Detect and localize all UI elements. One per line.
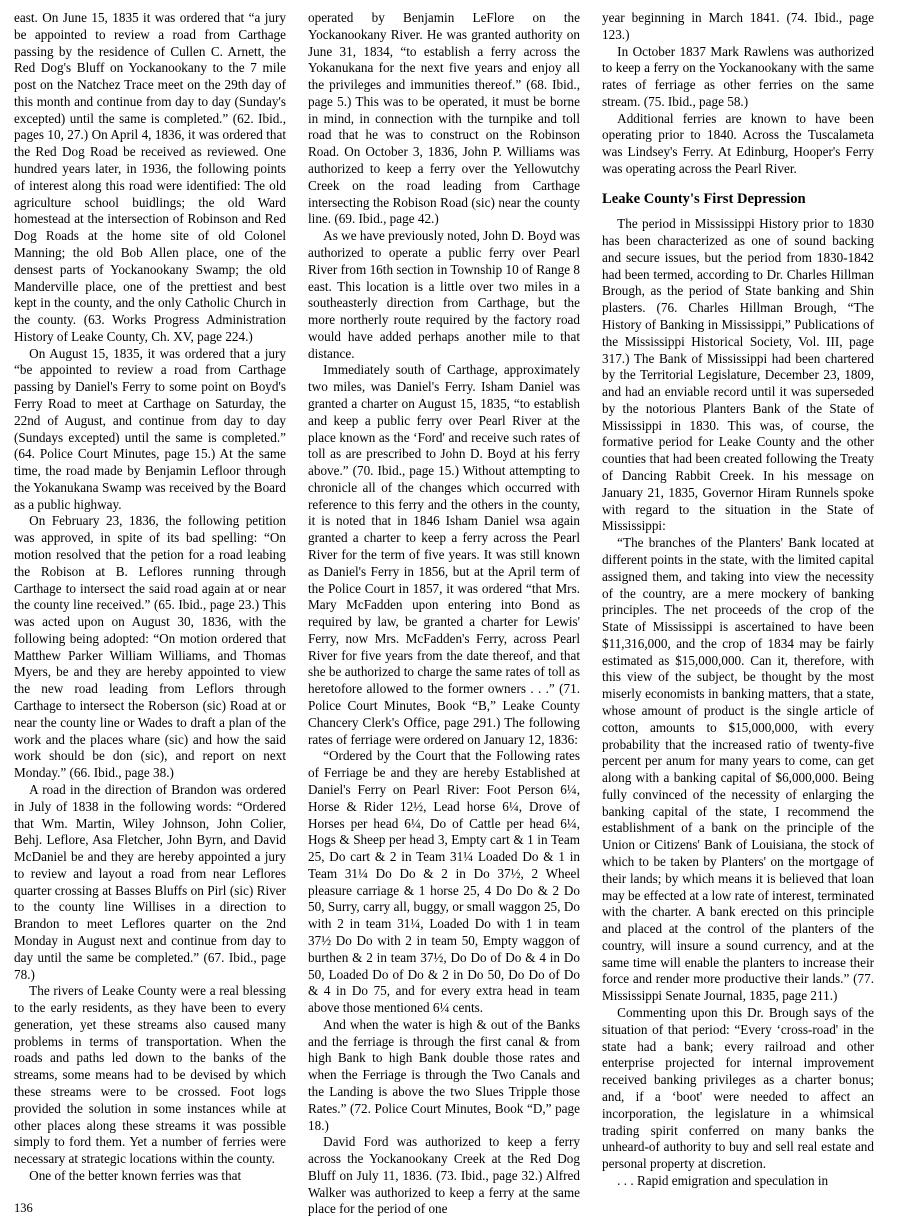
paragraph: “The branches of the Planters' Bank located at different points in the state, with the limited capital assigned them, and taking into view the necessity of the country, are a mere mockery of banking principles. The net proceeds of the crop of the State of Mississippi is ascertained to have been $11,316,000, and the crop of 1834 may be fairly estimated as $15,000,000. Can it, therefore, with this view of the subject, be thought by the most miserly economists in banking matters, that a state, whose amount of product is the single article of cotton, amounts to $15,000,000, with every probability that the increased ratio of twenty-five percent per anum for many years to come, can get along with a banking capital of $6,000,000. Being fully convinced of the necessity of enlarging the banking capital of the state, I recommend the establishment of a bank on the principle of the Union or Citizens' Bank of Louisiana, the stock of which to be taken by Planters' on the mortgage of their lands; by which means it is believed that loan may be effected at a low rate of interest, terminated with the charter. A bank erected on this principle and placed at the control of the planters of the country, will insure a sound currency, and at the same time will enable the planters to increase their force and render more productive their lands.” (77. Mississippi Senate Journal, 1835, page 211.) (602, 535, 874, 1004)
paragraph: . . . Rapid emigration and speculation in (617, 1172, 829, 1188)
left-column (14, 10, 286, 1185)
paragraph: The rivers of Leake County were a real blessing to the early residents, as they have been to every generation, yet these streams also caused many problems in terms of transportation. When the roads and paths led down to the banks of the streams, some means had to be devised by which these streams were to be crossed. Foot logs provided the solution in some instances while at other places along these streams it was possible simply to ford them. Yet a number of ferries were necessary at strategic locations within the county. (14, 983, 286, 1167)
paragraph: Additional ferries are known to have been operating prior to 1840. Across the Tuscalameta was Lindsey's Ferry. At Edinburg, Hooper's Ferry was operating across the Pearl River. (602, 110, 874, 177)
paragraph: “Ordered by the Court that the Following rates of Ferriage be and they are hereby Established at Daniel's Ferry on Pearl River: Foot Person 6¼, Horse & Rider 12½, Lead horse 6¼, Drove of Horses per head 6¼, Do of Cattle per head 6¼, Hogs & Sheep per head 3, Empty cart & 1 in Team 25, Do cart & 2 in Team 31¼ Loaded Do & 1 in Team 31¼ Do Do & 2 in Do 37½, 2 Wheel pleasure carriage & 1 horse 25, 4 Do Do & 2 Do 50, Surry, carry all, buggy, or small waggon 25, Do with 2 in team 31¼, Loaded Do with 1 in team 37½ Do Do with 2 in team 50, Empty waggon of burthen & 2 in team 37½, Do Do of Do & 4 in Do 50, Loaded Do of Do & 2 in Do 50, Do Do of Do & 4 in Do 75, and for every extra head in team above those mentioned 6¼ cents. (308, 748, 580, 1016)
paragraph: As we have previously noted, John D. Boyd was authorized to operate a public ferry over Pearl River from 16th section in Township 10 of Range 8 east. This location is a little over two miles in a southeasterly direction from Carthage, but the more northerly route required by the factory road would have added perhaps another mile to that distance. (308, 228, 580, 361)
paragraph: In October 1837 Mark Rawlens was authorized to keep a ferry on the Yockanookany with the same rates of ferriage as other ferries on the same stream. (75. Ibid., page 58.) (602, 43, 874, 109)
paragraph: year beginning in March 1841. (74. Ibid., page 123.) (602, 10, 874, 42)
paragraph: A road in the direction of Brandon was ordered in July of 1838 in the following words: “Ordered that Wm. Martin, Wiley Johnson, John Colier, Behj. Leflore, Asa Fletcher, John Byrn, and David McDaniel be and they are hereby appointed a jury to review and layout a road from near Leflores quarter crossing at Basses Bluffs on Pirl (sic) River to the county line Willises in a direction to Brandon to meet Leflores quarter on the 2nd Monday in August next and continue from day to day until the same be completed.” (67. Ibid., page 78.) (14, 781, 286, 982)
paragraph: The period in Mississippi History prior to 1830 has been characterized as one of sound backing and secure issues, but the period from 1830-1842 had been termed, according to Dr. Charles Hillman Brough, as the period of State banking and Shin plasters. (76. Charles Hillman Brough, “The History of Banking in Mississippi,” Publications of the Mississippi Historical Society, Vol. III, page 317.) The Bank of Mississippi had been chartered by the Territorial Legislature, December 23, 1809, and had an enviable record until it was superseded by the notorious Planters Bank of the State of Mississippi in 1830. This was, of course, the formative period for Leake County and the other counties that had been created following the Treaty of Dancing Rabbit Creek. In his message on January 21, 1835, Governor Hiram Runnels spoke with regard to the situation in the State of Mississippi: (602, 216, 874, 534)
paragraph: And when the water is high & out of the Banks and the ferriage is through the first canal & from high Bank to high Bank double those rates and when the Ferriage is through the Two Canals and the Landing is above the two Slues Tripple those Rates.” (72. Police Court Minutes, Book “D,” page 18.) (308, 1016, 580, 1133)
page-number: 136 (14, 1201, 33, 1215)
paragraph: On August 15, 1835, it was ordered that a jury “be appointed to review a road from Carthage passing by Daniel's Ferry to some point on Boyd's Ferry Road to meet at Carthage on Saturday, the 22nd of August, and continue from day to day (Sundays excepted) until the same is completed.” (64. Police Court Minutes, page 15.) At the same time, the road made by Benjamin Lefloor through the Yokanukana Swamp was received by the Board as a public highway. (14, 345, 286, 512)
paragraph: operated by Benjamin LeFlore on the Yockanookany River. He was granted authority on June 31, 1834, “to establish a ferry across the Yokanukana for the next five years and enjoy all the privileges and immunities thereof.” (68. Ibid., page 5.) This was to be operated, it must be borne in mind, in connection with the turnpike and toll road that he was to construct on the Robinson Road. On October 3, 1836, John P. Williams was authorized to keep a ferry over the Yellowutchy Creek on the road leading from Carthage intersecting the Robison Road (sic) near the county line. (69. Ibid., page 42.) (308, 10, 580, 227)
paragraph: Commenting upon this Dr. Brough says of the situation of that period: “Every ‘cross-road' in the state had a bank; every railroad and other enterprise projected for internal improvement received banking privileges as a charter bonus; and, if a ‘boot' were needed to affect an incorporation, the legislature in a whimsical trading spirit conferred on many banks the unheard-of authority to buy and sell real estate and personal property at discretion. (602, 1005, 874, 1172)
paragraph: David Ford was authorized to keep a ferry across the Yockanookany Creek at the Red Dog Bluff on July 11, 1836. (73. Ibid., page 32.) Alfred Walker was authorized to keep a ferry at the same place for the period of one (308, 1134, 580, 1217)
center-column (308, 10, 580, 1217)
right-column (602, 10, 874, 1188)
paragraph: Immediately south of Carthage, approximately two miles, was Daniel's Ferry. Isham Daniel was granted a charter on August 15, 1835, “to establish and keep a public ferry over Pearl River at the place known as the ‘Ford' and receive such rates of toll as are prescribed to John D. Boyd at his ferry above.” (70. Ibid., page 15.) Without attempting to chronicle all of the changes which occurred with reference to this ferry and the others in the county, it is noted that in 1846 Isham Daniel wsa again granted a charter to keep a ferry across the Pearl River for the term of five years. It was still known as Daniel's Ferry in 1856, but at the April term of the Police Court in 1857, it was ordered “that Mrs. Mary McFadden upon entering into Bond as required by law, be granted a charter for Lewis' Ferry, now Mrs. McFadden's Ferry, across Pearl River for five years from the date thereof, and that she be authorized to charge the same rates of toll as heretofore allowed to the former owners . . .” (71. Police Court Minutes, Book “B,” Leake County Chancery Clerk's Office, page 291.) The following rates of ferriage were ordered on January 12, 1836: (308, 362, 580, 747)
paragraph: One of the better known ferries was that (29, 1167, 242, 1183)
paragraph: On February 23, 1836, the following petition was approved, in spite of its bad spelling: “On motion resolved that the petion for a road leabing the Robison at B. Leflores running through Carthage to intersect the said road again at or near the county line received.” (65. Ibid., page 23.) This was acted upon on August 30, 1836, with the following being adopted: “On motion ordered that Matthew Parker William Williams, and Thomas Myers, be and they are hereby appointed to view the new road leading from Leflors through Carthage to intersect the Roberson (sic) Road at or near the county line or Wades to draft a plan of the work and the places whare (sic) and how the said work should be don (sic), and report on next Monday.” (66. Ibid., page 38.) (14, 513, 286, 781)
section-heading: Leake County's First Depression (602, 190, 806, 207)
paragraph: east. On June 15, 1835 it was ordered that “a jury be appointed to review a road from Carthage passing by the residence of Cullen C. Arnett, the Red Dog's Bluff on Yockanookany to the 7 mile post on the Natchez Trace meet on the 29th day of this month and continue from day to day (Sunday's excepted) until the same is completed.” (62. Ibid., pages 10, 27.) On April 4, 1836, it was ordered that the Red Dog Road be received as reviewed. One hundred years later, in 1936, the following points of interest along this road were identified: The old agriculture school buidlings; the old Ward homestead at the intersection of Robinson and Red Dog Roads at the home site of old Colonel Manning; the old Bob Allen place, one of the densest parts of Yockanookany Swamp; the old Manderville place, one of the prettiest and best kept in the county, and the only Catholic Church in the county. (63. Works Progress Administration History of Leake County, Ch. XV, page 224.) (14, 10, 286, 344)
